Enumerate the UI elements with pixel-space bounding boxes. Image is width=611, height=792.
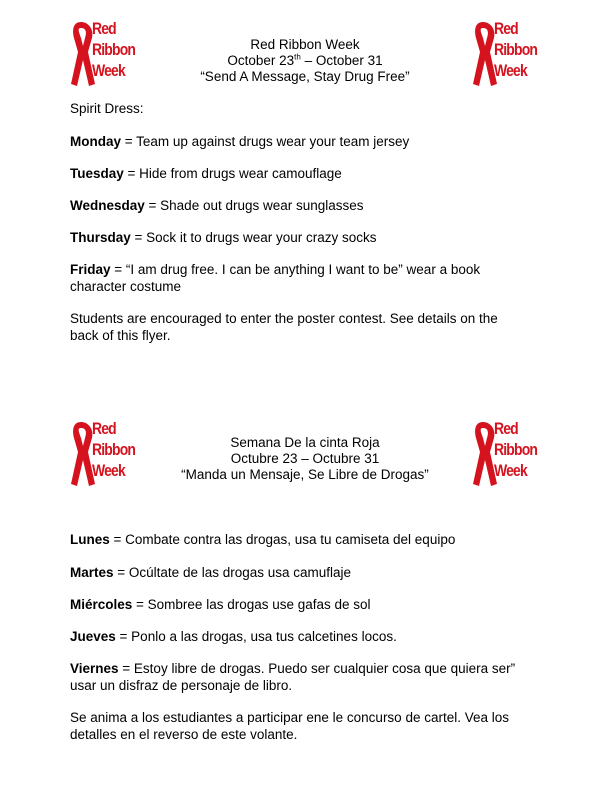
red-ribbon-logo-top-left bbox=[68, 18, 140, 90]
day-row-lunes bbox=[70, 531, 530, 548]
day-row-viernes bbox=[70, 660, 540, 694]
day-row-wednesday bbox=[70, 197, 530, 214]
logo-text-red: Red bbox=[494, 19, 518, 38]
logo-text-week: Week bbox=[92, 61, 125, 80]
red-ribbon-logo-bottom-right bbox=[470, 418, 542, 490]
logo-text bbox=[494, 418, 547, 481]
logo-text-week: Week bbox=[494, 461, 527, 480]
day-description: = Hide from drugs wear camouflage bbox=[123, 166, 342, 181]
day-name: Tuesday bbox=[70, 166, 124, 181]
day-row-tuesday bbox=[70, 165, 530, 182]
red-ribbon-logo-top-right bbox=[470, 18, 542, 90]
day-description: = Ocúltate de las drogas usa camuflaje bbox=[113, 565, 352, 580]
day-name: Thursday bbox=[70, 230, 131, 245]
day-name: Miércoles bbox=[70, 597, 133, 612]
spanish-title: Semana De la cinta Roja bbox=[230, 435, 380, 450]
logo-text-week: Week bbox=[92, 461, 125, 480]
logo-text-ribbon: Ribbon bbox=[494, 40, 538, 59]
spirit-dress-label: Spirit Dress: bbox=[70, 101, 144, 116]
logo-text-ribbon: Ribbon bbox=[494, 440, 538, 459]
logo-text-red: Red bbox=[494, 419, 518, 438]
day-name: Friday bbox=[70, 262, 111, 277]
spanish-header bbox=[140, 435, 470, 483]
day-description: = Combate contra las drogas, usa tu camiseta del equipo bbox=[109, 532, 456, 547]
english-poster-note: Students are encouraged to enter the poster contest. See details on the back of this flyer. bbox=[70, 311, 498, 343]
day-name: Viernes bbox=[70, 661, 119, 676]
day-description: = Ponlo a las drogas, usa tus calcetines locos. bbox=[115, 629, 397, 644]
logo-text-ribbon: Ribbon bbox=[92, 440, 136, 459]
spanish-dates: Octubre 23 – Octubre 31 bbox=[230, 451, 380, 466]
day-row-martes bbox=[70, 564, 530, 581]
logo-text-red: Red bbox=[92, 19, 116, 38]
logo-text bbox=[92, 418, 145, 481]
english-slogan: “Send A Message, Stay Drug Free” bbox=[200, 69, 410, 84]
logo-text-red: Red bbox=[92, 419, 116, 438]
day-name: Lunes bbox=[70, 532, 110, 547]
spanish-poster-note: Se anima a los estudiantes a participar ene le concurso de cartel. Vea los detalles en el reverso de este volante. bbox=[70, 710, 510, 742]
english-header bbox=[140, 37, 470, 85]
day-row-thursday bbox=[70, 229, 530, 246]
logo-text bbox=[92, 18, 145, 81]
english-dates-end: – October 31 bbox=[300, 53, 383, 68]
day-name: Martes bbox=[70, 565, 114, 580]
day-name: Jueves bbox=[70, 629, 116, 644]
red-ribbon-logo-bottom-left bbox=[68, 418, 140, 490]
day-name: Monday bbox=[70, 134, 122, 149]
day-description: = Team up against drugs wear your team jersey bbox=[121, 134, 410, 149]
day-name: Wednesday bbox=[70, 198, 145, 213]
day-row-monday bbox=[70, 133, 530, 150]
english-dates-sup: th bbox=[294, 52, 301, 62]
day-row-friday bbox=[70, 261, 510, 295]
english-dates bbox=[140, 53, 470, 69]
day-row-miercoles bbox=[70, 596, 530, 613]
day-description: = Sombree las drogas use gafas de sol bbox=[132, 597, 371, 612]
day-description: = Estoy libre de drogas. Puedo ser cualquier cosa que quiera ser” usar un disfraz de personaje de libro. bbox=[70, 661, 516, 693]
logo-text-ribbon: Ribbon bbox=[92, 40, 136, 59]
english-dates-start: October 23 bbox=[227, 53, 295, 68]
day-row-jueves bbox=[70, 628, 530, 645]
day-description: = Sock it to drugs wear your crazy socks bbox=[130, 230, 377, 245]
day-description: = “I am drug free. I can be anything I want to be” wear a book character costume bbox=[70, 262, 481, 294]
day-description: = Shade out drugs wear sunglasses bbox=[144, 198, 364, 213]
logo-text bbox=[494, 18, 547, 81]
spanish-slogan: “Manda un Mensaje, Se Libre de Drogas” bbox=[181, 467, 429, 482]
english-title: Red Ribbon Week bbox=[250, 37, 360, 52]
logo-text-week: Week bbox=[494, 61, 527, 80]
